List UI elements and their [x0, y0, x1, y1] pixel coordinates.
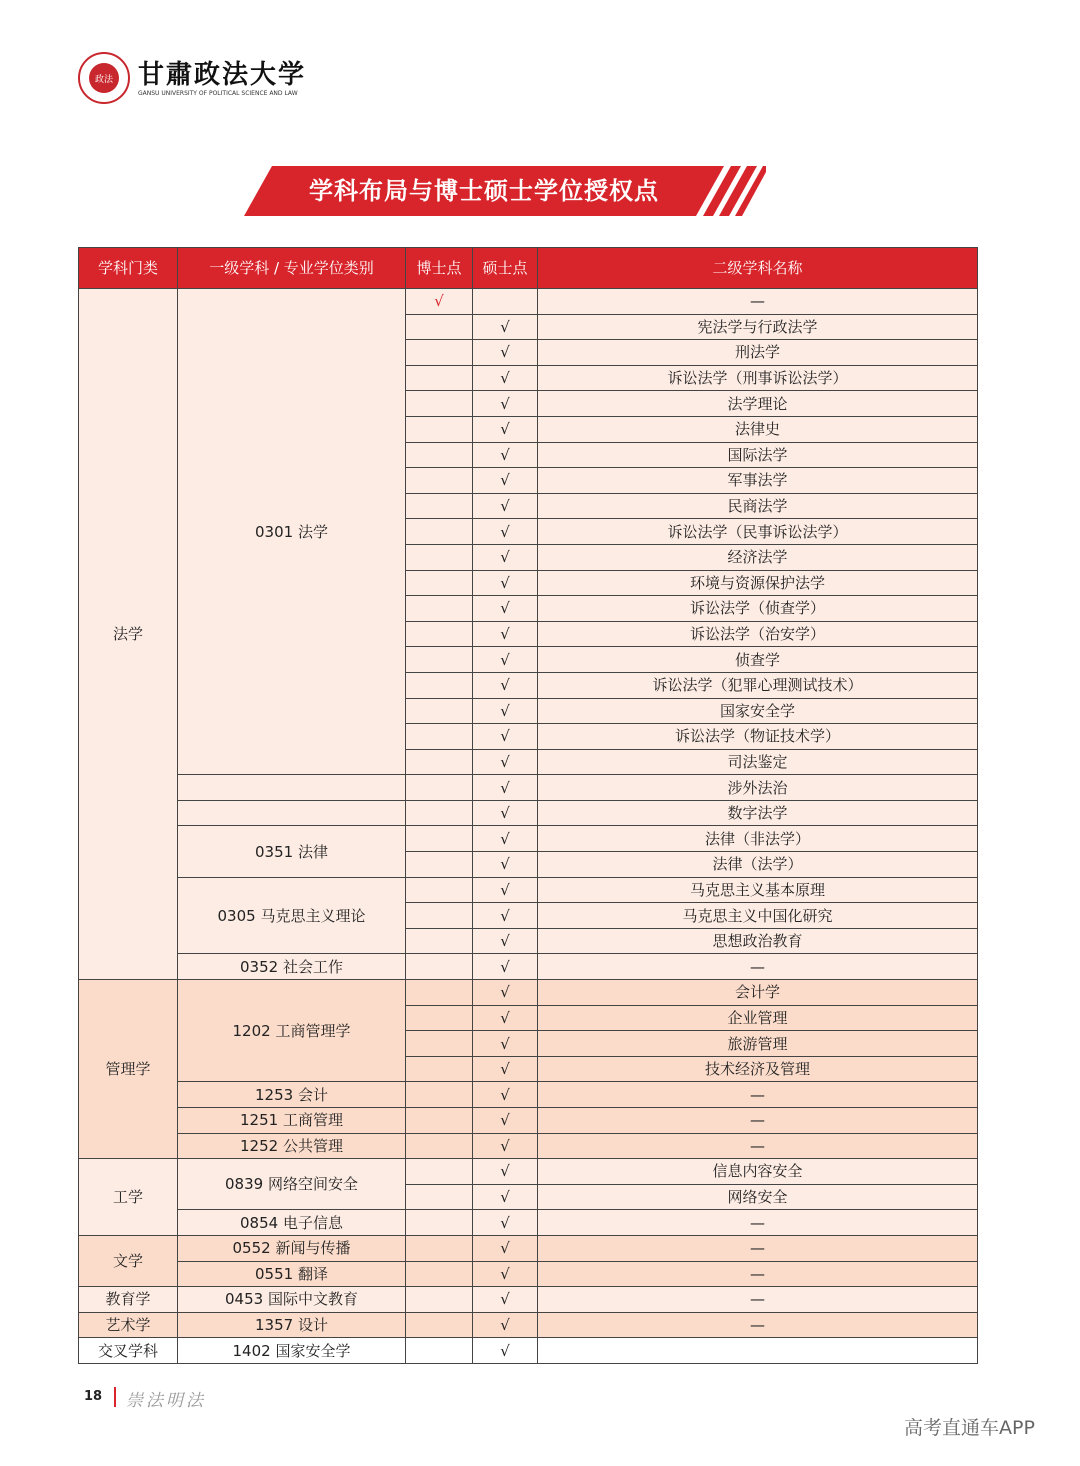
header-first-level: 一级学科 / 专业学位类别 [178, 248, 406, 289]
second-level-cell: 企业管理 [538, 1005, 978, 1031]
second-level-cell: — [538, 1261, 978, 1287]
first-level-cell: 1202 工商管理学 [178, 980, 406, 1082]
table-row [79, 1159, 978, 1185]
second-level-cell: 网络安全 [538, 1184, 978, 1210]
master-mark: √ [473, 826, 538, 852]
second-level-cell: 环境与资源保护法学 [538, 570, 978, 596]
first-level-cell: 1253 会计 [178, 1082, 406, 1108]
table-row [79, 1210, 978, 1236]
category-cell: 艺术学 [79, 1312, 178, 1338]
second-level-cell: 马克思主义基本原理 [538, 877, 978, 903]
first-level-cell: 1251 工商管理 [178, 1108, 406, 1134]
first-level-cell: 0551 翻译 [178, 1261, 406, 1287]
watermark: 高考直通车APP [904, 1417, 1035, 1439]
master-mark: √ [473, 1005, 538, 1031]
table-row [79, 1108, 978, 1134]
table-row [79, 1082, 978, 1108]
second-level-cell: 技术经济及管理 [538, 1056, 978, 1082]
second-level-cell: — [538, 1312, 978, 1338]
category-cell: 文学 [79, 1235, 178, 1286]
master-mark: √ [473, 416, 538, 442]
page-number: 18 [84, 1389, 103, 1404]
category-cell: 管理学 [79, 980, 178, 1159]
master-mark: √ [473, 1312, 538, 1338]
footer-motto: 崇法明法 [126, 1391, 206, 1411]
second-level-cell: 诉讼法学（民事诉讼法学） [538, 519, 978, 545]
master-mark: √ [473, 775, 538, 801]
master-mark: √ [473, 314, 538, 340]
table-row [79, 1235, 978, 1261]
university-name-cn: 甘肅政法大学 [138, 59, 307, 90]
category-cell: 教育学 [79, 1287, 178, 1313]
first-level-cell: 1402 国家安全学 [178, 1338, 406, 1364]
table-header-row [79, 248, 978, 289]
header-category: 学科门类 [79, 248, 178, 289]
master-mark: √ [473, 1056, 538, 1082]
second-level-cell: 马克思主义中国化研究 [538, 903, 978, 929]
second-level-cell: 诉讼法学（犯罪心理测试技术） [538, 672, 978, 698]
first-level-cell: 0301 法学 [178, 289, 406, 775]
master-mark: √ [473, 928, 538, 954]
first-level-cell: 1252 公共管理 [178, 1133, 406, 1159]
master-mark: √ [473, 749, 538, 775]
master-mark: √ [473, 544, 538, 570]
second-level-cell: 数字法学 [538, 800, 978, 826]
second-level-cell: — [538, 289, 978, 315]
master-mark: √ [473, 698, 538, 724]
degree-table [78, 247, 978, 1364]
second-level-cell: 诉讼法学（刑事诉讼法学） [538, 365, 978, 391]
second-level-cell: 军事法学 [538, 468, 978, 494]
master-mark: √ [473, 1082, 538, 1108]
first-level-cell: 1357 设计 [178, 1312, 406, 1338]
master-mark: √ [473, 340, 538, 366]
master-mark: √ [473, 365, 538, 391]
table-row [79, 1312, 978, 1338]
footer-divider [114, 1387, 116, 1407]
header-master: 硕士点 [473, 248, 538, 289]
master-mark: √ [473, 442, 538, 468]
table-row [79, 1261, 978, 1287]
category-cell: 交叉学科 [79, 1338, 178, 1364]
first-level-cell: 0839 网络空间安全 [178, 1159, 406, 1210]
table-row [79, 289, 978, 315]
first-level-cell: 0351 法律 [178, 826, 406, 877]
table-row [79, 980, 978, 1006]
master-mark: √ [473, 570, 538, 596]
second-level-cell: 法学理论 [538, 391, 978, 417]
second-level-cell: 旅游管理 [538, 1031, 978, 1057]
second-level-cell: 经济法学 [538, 544, 978, 570]
second-level-cell: 涉外法治 [538, 775, 978, 801]
master-mark: √ [473, 1031, 538, 1057]
second-level-cell: — [538, 1210, 978, 1236]
second-level-cell: 诉讼法学（治安学） [538, 621, 978, 647]
master-mark: √ [473, 852, 538, 878]
second-level-cell: — [538, 1133, 978, 1159]
first-level-cell: 0352 社会工作 [178, 954, 406, 980]
master-mark: √ [473, 1184, 538, 1210]
section-banner [244, 166, 766, 216]
master-mark: √ [473, 1235, 538, 1261]
second-level-cell: 法律史 [538, 416, 978, 442]
master-mark: √ [473, 1287, 538, 1313]
second-level-cell: 诉讼法学（物证技术学） [538, 724, 978, 750]
category-cell: 工学 [79, 1159, 178, 1236]
master-mark: √ [473, 468, 538, 494]
second-level-cell: 民商法学 [538, 493, 978, 519]
table-row [79, 800, 978, 826]
master-mark: √ [473, 519, 538, 545]
master-mark: √ [473, 954, 538, 980]
second-level-cell: 刑法学 [538, 340, 978, 366]
second-level-cell: 国际法学 [538, 442, 978, 468]
table-row [79, 877, 978, 903]
master-mark: √ [473, 391, 538, 417]
second-level-cell: — [538, 1287, 978, 1313]
second-level-cell: 司法鉴定 [538, 749, 978, 775]
table-row [79, 1338, 978, 1364]
first-level-cell: 0552 新闻与传播 [178, 1235, 406, 1261]
seal-text: 政法 [89, 63, 119, 93]
category-cell: 法学 [79, 289, 178, 980]
second-level-cell [538, 1338, 978, 1364]
first-level-cell: 0305 马克思主义理论 [178, 877, 406, 954]
section-title: 学科布局与博士硕士学位授权点 [309, 177, 659, 205]
second-level-cell: 国家安全学 [538, 698, 978, 724]
second-level-cell: 信息内容安全 [538, 1159, 978, 1185]
master-mark: √ [473, 596, 538, 622]
master-mark: √ [473, 877, 538, 903]
second-level-cell: 法律（法学） [538, 852, 978, 878]
doctoral-mark: √ [406, 289, 473, 315]
master-mark: √ [473, 903, 538, 929]
table-row [79, 826, 978, 852]
second-level-cell: — [538, 1235, 978, 1261]
master-mark: √ [473, 647, 538, 673]
first-level-cell: 0453 国际中文教育 [178, 1287, 406, 1313]
master-mark: √ [473, 724, 538, 750]
second-level-cell: — [538, 1108, 978, 1134]
second-level-cell: 会计学 [538, 980, 978, 1006]
table-row [79, 1133, 978, 1159]
second-level-cell: 侦查学 [538, 647, 978, 673]
second-level-cell: 宪法学与行政法学 [538, 314, 978, 340]
university-seal-icon [78, 52, 130, 104]
university-logo [78, 52, 306, 104]
master-mark: √ [473, 1338, 538, 1364]
second-level-cell: — [538, 954, 978, 980]
second-level-cell: — [538, 1082, 978, 1108]
master-mark: √ [473, 493, 538, 519]
master-mark: √ [473, 1261, 538, 1287]
master-mark: √ [473, 800, 538, 826]
first-level-cell: 0854 电子信息 [178, 1210, 406, 1236]
master-mark: √ [473, 1210, 538, 1236]
header-doctoral: 博士点 [406, 248, 473, 289]
second-level-cell: 诉讼法学（侦查学） [538, 596, 978, 622]
master-mark: √ [473, 672, 538, 698]
master-mark: √ [473, 1108, 538, 1134]
master-mark: √ [473, 621, 538, 647]
master-mark: √ [473, 1159, 538, 1185]
university-name-en: GANSU UNIVERSITY OF POLITICAL SCIENCE AND LAW [138, 89, 298, 97]
table-row [79, 775, 978, 801]
table-row [79, 954, 978, 980]
master-mark: √ [473, 1133, 538, 1159]
second-level-cell: 思想政治教育 [538, 928, 978, 954]
second-level-cell: 法律（非法学） [538, 826, 978, 852]
header-second-level: 二级学科名称 [538, 248, 978, 289]
table-row [79, 1287, 978, 1313]
master-mark: √ [473, 980, 538, 1006]
master-mark [473, 289, 538, 315]
